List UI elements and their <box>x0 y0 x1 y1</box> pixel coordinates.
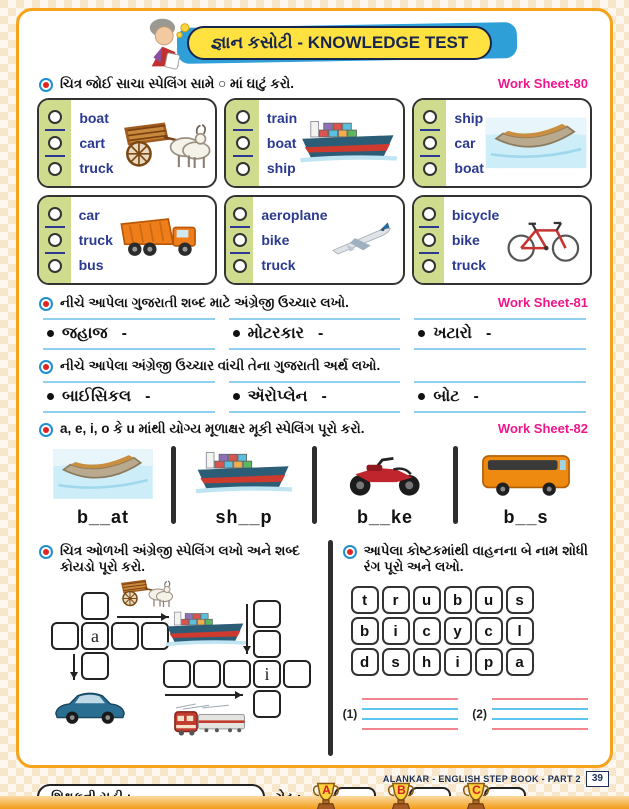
spelling-blank[interactable]: b__s <box>503 506 549 527</box>
grid-cell[interactable]: c <box>475 617 503 645</box>
crossword-cell[interactable] <box>283 660 311 688</box>
option-circle[interactable] <box>422 259 436 273</box>
vertical-divider <box>328 540 333 757</box>
option-circle[interactable] <box>422 233 436 247</box>
crossword-cell[interactable] <box>253 690 281 718</box>
option-word: cart <box>79 134 105 151</box>
option-circle[interactable] <box>423 110 437 124</box>
vowel-item-bus <box>460 444 592 530</box>
q2-answer-row <box>43 318 586 350</box>
option-word: car <box>454 134 476 151</box>
option-circle[interactable] <box>423 162 437 176</box>
aeroplane-image <box>328 210 401 270</box>
question-bullet-icon <box>39 78 53 92</box>
bus-image <box>476 446 576 504</box>
answer-write-lines[interactable] <box>362 698 458 730</box>
worksheet-82-label: Work Sheet-82 <box>497 420 588 436</box>
down-arrow-icon <box>246 604 248 654</box>
vertical-divider <box>312 446 317 524</box>
grid-cell[interactable]: t <box>351 586 379 614</box>
cargo-ship-image <box>297 111 400 175</box>
q5-instruction-row <box>37 543 326 577</box>
grade-a-unit: A <box>311 780 376 809</box>
option-box-cart <box>37 98 217 188</box>
write-line[interactable]: ઍરોપ્લેન - <box>229 381 401 413</box>
dump-truck-image <box>113 208 213 272</box>
book-credit: ALANKAR - ENGLISH STEP BOOK - PART 2 39 <box>383 771 609 787</box>
option-word: bicycle <box>451 207 500 224</box>
write-line[interactable]: બોટ - <box>414 381 586 413</box>
question-bullet-icon <box>39 360 53 374</box>
crossword-cell[interactable] <box>81 592 109 620</box>
grid-cell[interactable]: h <box>413 648 441 676</box>
q1-instruction: ચિત્ર જોઈ સાચા સ્પેલિંગ સામે ○ માં ઘાટું કરો. <box>60 76 295 91</box>
grid-cell[interactable]: u <box>413 586 441 614</box>
vowel-item-bike <box>319 444 451 530</box>
crossword-cell[interactable] <box>81 652 109 680</box>
grid-cell[interactable]: b <box>351 617 379 645</box>
crossword-cell[interactable] <box>51 622 79 650</box>
crossword-cell[interactable] <box>193 660 221 688</box>
option-circle[interactable] <box>48 136 62 150</box>
option-word: truck <box>261 256 296 273</box>
option-circle[interactable] <box>48 207 62 221</box>
crossword-cell-given: i <box>253 660 281 688</box>
grid-cell[interactable]: a <box>506 648 534 676</box>
grid-cell[interactable]: i <box>382 617 410 645</box>
option-word: truck <box>451 256 487 273</box>
q2-instruction-row <box>37 295 592 312</box>
option-circle[interactable] <box>233 207 247 221</box>
option-circle[interactable] <box>236 110 250 124</box>
option-word: bike <box>451 231 480 248</box>
option-box-ship <box>224 98 404 188</box>
option-word: boat <box>454 159 484 176</box>
q3-instruction: નીચે આપેલા અંગ્રેજી ઉચ્ચાર વાંચી તેના ગુજરાતી અર્થ લખો. <box>60 357 381 373</box>
q3-answer-row <box>43 381 586 413</box>
q1-instruction-row <box>37 76 592 93</box>
bullock-cart-image <box>114 112 214 174</box>
crossword-cell[interactable] <box>111 622 139 650</box>
cargo-ship-image <box>190 444 298 504</box>
spelling-blank[interactable]: b__ke <box>356 506 414 527</box>
q4-instruction: a, e, i, o કે u માંથી યોગ્ય મૂળાક્ષર મૂકી સ્પેલિંગ પૂરો કરો. <box>60 420 365 436</box>
grid-cell[interactable]: b <box>444 586 472 614</box>
option-word: truck <box>78 231 113 248</box>
motorcycle-image <box>338 446 433 504</box>
across-arrow-icon <box>117 616 169 618</box>
bicycle-image <box>499 209 588 271</box>
option-word: train <box>266 110 298 127</box>
vowel-item-ship <box>178 444 310 530</box>
rowboat-image <box>48 444 158 504</box>
crossword-cell[interactable] <box>223 660 251 688</box>
write-line[interactable]: જહાજ - <box>43 318 215 350</box>
word-search-grid <box>351 586 592 676</box>
option-circle[interactable] <box>422 207 436 221</box>
q4-items-row <box>37 444 592 530</box>
worksheet-80-label: Work Sheet-80 <box>497 76 588 91</box>
rowboat-image <box>484 111 588 175</box>
spelling-blank[interactable]: b__at <box>76 506 130 527</box>
option-circle[interactable] <box>423 136 437 150</box>
grade-c-unit: C <box>461 780 526 809</box>
q6-instruction: આપેલા કોષ્ટકમાંથી વાહનના બે નામ શોધી રંગ પૂરો અને લખો. <box>363 542 588 575</box>
q3-instruction-row <box>37 358 592 375</box>
vertical-divider <box>171 446 176 524</box>
option-word: boat <box>266 134 297 151</box>
q4-instruction-row <box>37 421 592 438</box>
option-circle[interactable] <box>48 233 62 247</box>
grid-cell[interactable]: c <box>413 617 441 645</box>
option-word: ship <box>266 159 296 176</box>
option-word: bike <box>261 231 290 248</box>
worksheet-81-label: Work Sheet-81 <box>497 294 588 310</box>
grid-cell[interactable]: d <box>351 648 379 676</box>
option-circle[interactable] <box>48 259 62 273</box>
grid-cell[interactable]: s <box>382 648 410 676</box>
option-word: car <box>78 207 100 224</box>
option-box-bicycle <box>412 195 592 285</box>
page-header <box>37 15 592 71</box>
write-line[interactable]: બાઈસિકલ - <box>43 381 215 413</box>
grid-cell[interactable]: y <box>444 617 472 645</box>
option-word: ship <box>454 110 484 127</box>
crossword-cell[interactable] <box>253 630 281 658</box>
question-bullet-icon <box>39 423 53 437</box>
option-circle[interactable] <box>48 162 62 176</box>
q6-answers <box>343 698 588 730</box>
crossword-cell-given: a <box>81 622 109 650</box>
grid-cell[interactable]: i <box>444 648 472 676</box>
answer-write-lines[interactable] <box>492 698 588 730</box>
crossword-cell[interactable] <box>163 660 191 688</box>
option-box-truck <box>37 195 217 285</box>
grid-cell[interactable]: l <box>506 617 534 645</box>
q6-instruction-row <box>341 543 592 577</box>
across-arrow-icon <box>165 694 243 696</box>
grade-b-unit: B <box>386 780 451 809</box>
car-image <box>49 682 131 730</box>
crossword-puzzle <box>37 580 326 766</box>
grid-cell[interactable]: u <box>475 586 503 614</box>
vertical-divider <box>453 446 458 524</box>
page-number: 39 <box>586 771 609 787</box>
page-title: જ્ઞાન કસોટી - KNOWLEDGE TEST <box>187 26 493 60</box>
option-word: truck <box>79 159 114 176</box>
q5-instruction: ચિત્ર ઓળખી અંગ્રેજી સ્પેલિંગ લખો અને શબ્દ કોયડો પૂરો કરો. <box>60 542 300 575</box>
q2-instruction: નીચે આપેલા ગુજરાતી શબ્દ માટે અંગ્રેજી ઉચ્ચાર લખો. <box>60 294 349 310</box>
grid-cell[interactable]: r <box>382 586 410 614</box>
question-bullet-icon <box>39 297 53 311</box>
write-line[interactable]: મોટરકાર - <box>229 318 401 350</box>
grid-cell[interactable]: p <box>475 648 503 676</box>
q5-section <box>37 538 326 767</box>
option-circle[interactable] <box>233 233 247 247</box>
bottom-section <box>37 538 592 767</box>
question-bullet-icon <box>343 545 357 559</box>
english-word: ઍરોપ્લેન <box>247 387 308 405</box>
english-word: બોટ <box>433 387 460 405</box>
option-box-boat <box>412 98 592 188</box>
option-word: bus <box>78 256 104 273</box>
q6-section <box>341 538 592 767</box>
english-word: બાઈસિકલ <box>62 387 132 405</box>
answer-1: (1) <box>343 698 459 730</box>
spelling-blank[interactable]: sh__p <box>215 506 273 527</box>
option-box-aeroplane <box>224 195 404 285</box>
option-circle[interactable] <box>48 110 62 124</box>
cargo-ship-image <box>163 604 249 656</box>
down-arrow-icon <box>73 654 75 680</box>
train-image <box>165 700 253 746</box>
option-word: aeroplane <box>261 207 328 224</box>
option-circle[interactable] <box>236 136 250 150</box>
option-strip <box>39 100 71 186</box>
q1-option-boxes <box>37 98 592 285</box>
grid-cell[interactable]: s <box>506 586 534 614</box>
gujarati-word: ખટારો <box>433 324 472 342</box>
answer-2: (2) <box>472 698 588 730</box>
gujarati-word: જહાજ <box>62 324 108 342</box>
crossword-cell[interactable] <box>253 600 281 628</box>
question-bullet-icon <box>39 545 53 559</box>
option-circle[interactable] <box>233 259 247 273</box>
vowel-item-boat <box>37 444 169 530</box>
option-word: boat <box>79 110 109 127</box>
option-circle[interactable] <box>236 162 250 176</box>
write-line[interactable]: ખટારો - <box>414 318 586 350</box>
gujarati-word: મોટરકાર <box>247 324 305 342</box>
thinking-kid-icon <box>137 16 195 70</box>
